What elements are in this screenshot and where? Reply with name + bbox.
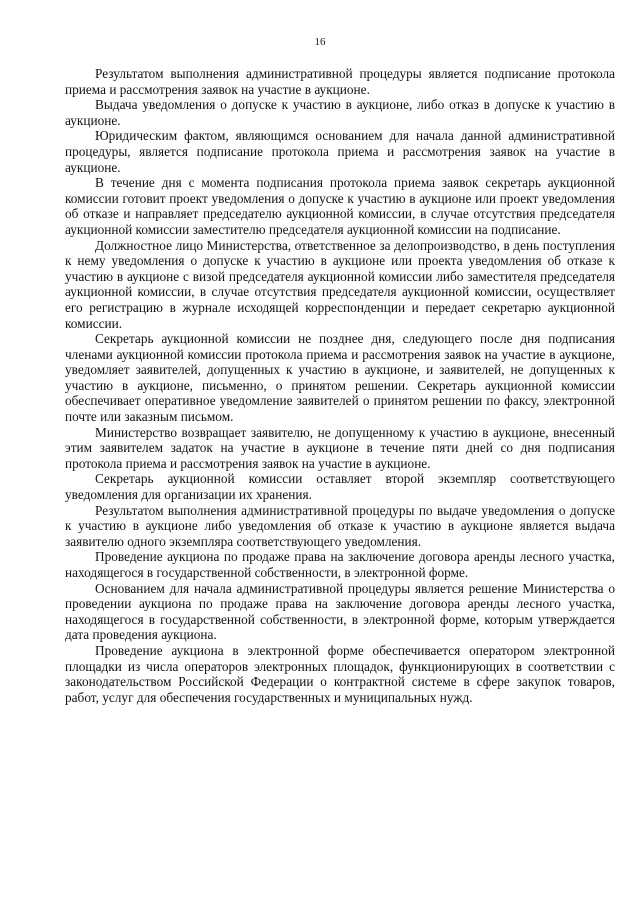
paragraph: Секретарь аукционной комиссии не позднее дня, следующего после дня подписания членами аукционной комиссии протокола приема и рассмотрения заявок на участие в аукционе, уведомляет заявителей, допущенных к участию в аукционе, и заявителей, не допущенных к участию в аукционе, письменно, о принятом решении. Секретарь аукционной комиссии обеспечивает оперативное уведомление заявителей о принятом решении по факсу, электронной почте или заказным письмом. bbox=[65, 331, 615, 425]
paragraph: Проведение аукциона по продаже права на заключение договора аренды лесного участка, находящегося в государственной собственности, в электронной форме. bbox=[65, 549, 615, 580]
paragraph: Должностное лицо Министерства, ответственное за делопроизводство, в день поступления к нему уведомления о допуске к участию в аукционе или проекта уведомления об отказе к участию в аукционе с визой председателя аукционной комиссии либо заместителя председателя аукционной комиссии, в случае отсутствия председателя аукционной комиссии, осуществляет его регистрацию в журнале исходящей корреспонденции и передает секретарю аукционной комиссии. bbox=[65, 237, 615, 331]
paragraph: Юридическим фактом, являющимся основанием для начала данной административной процедуры, является подписание протокола приема и рассмотрения заявок на участие в аукционе. bbox=[65, 128, 615, 175]
paragraph: Выдача уведомления о допуске к участию в аукционе, либо отказ в допуске к участию в аукционе. bbox=[65, 97, 615, 128]
paragraph: Результатом выполнения административной процедуры является подписание протокола приема и рассмотрения заявок на участие в аукционе. bbox=[65, 66, 615, 97]
paragraph: Секретарь аукционной комиссии оставляет второй экземпляр соответствующего уведомления для организации их хранения. bbox=[65, 471, 615, 503]
paragraph: Результатом выполнения административной процедуры по выдаче уведомления о допуске к участию в аукционе либо уведомления об отказе к участию в аукционе является выдача заявителю одного экземпляра соответствующего уведомления. bbox=[65, 502, 615, 549]
paragraph: Основанием для начала административной процедуры является решение Министерства о проведении аукциона по продаже права на заключение договора аренды лесного участка, находящегося в государственной собственности, в электронной форме, которым утверждается дата проведения аукциона. bbox=[65, 580, 615, 643]
document-body bbox=[65, 66, 615, 705]
paragraph: В течение дня с момента подписания протокола приема заявок секретарь аукционной комиссии готовит проект уведомления о допуске к участию в аукционе или проект уведомления об отказе и направляет председателю аукционной комиссии, в случае отсутствия председателя аукционной комиссии заместителю председателя аукционной комиссии на подписание. bbox=[65, 175, 615, 237]
paragraph: Министерство возвращает заявителю, не допущенному к участию в аукционе, внесенный этим заявителем задаток на участие в аукционе в течение пяти дней со дня подписания протокола приема и рассмотрения заявок на участие в аукционе. bbox=[65, 424, 615, 471]
paragraph: Проведение аукциона в электронной форме обеспечивается оператором электронной площадки из числа операторов электронных площадок, функционирующих в соответствии с законодательством Российской Федерации о контрактной системе в сфере закупок товаров, работ, услуг для обеспечения государственных и муниципальных нужд. bbox=[65, 642, 615, 705]
page-number: 16 bbox=[314, 36, 326, 48]
